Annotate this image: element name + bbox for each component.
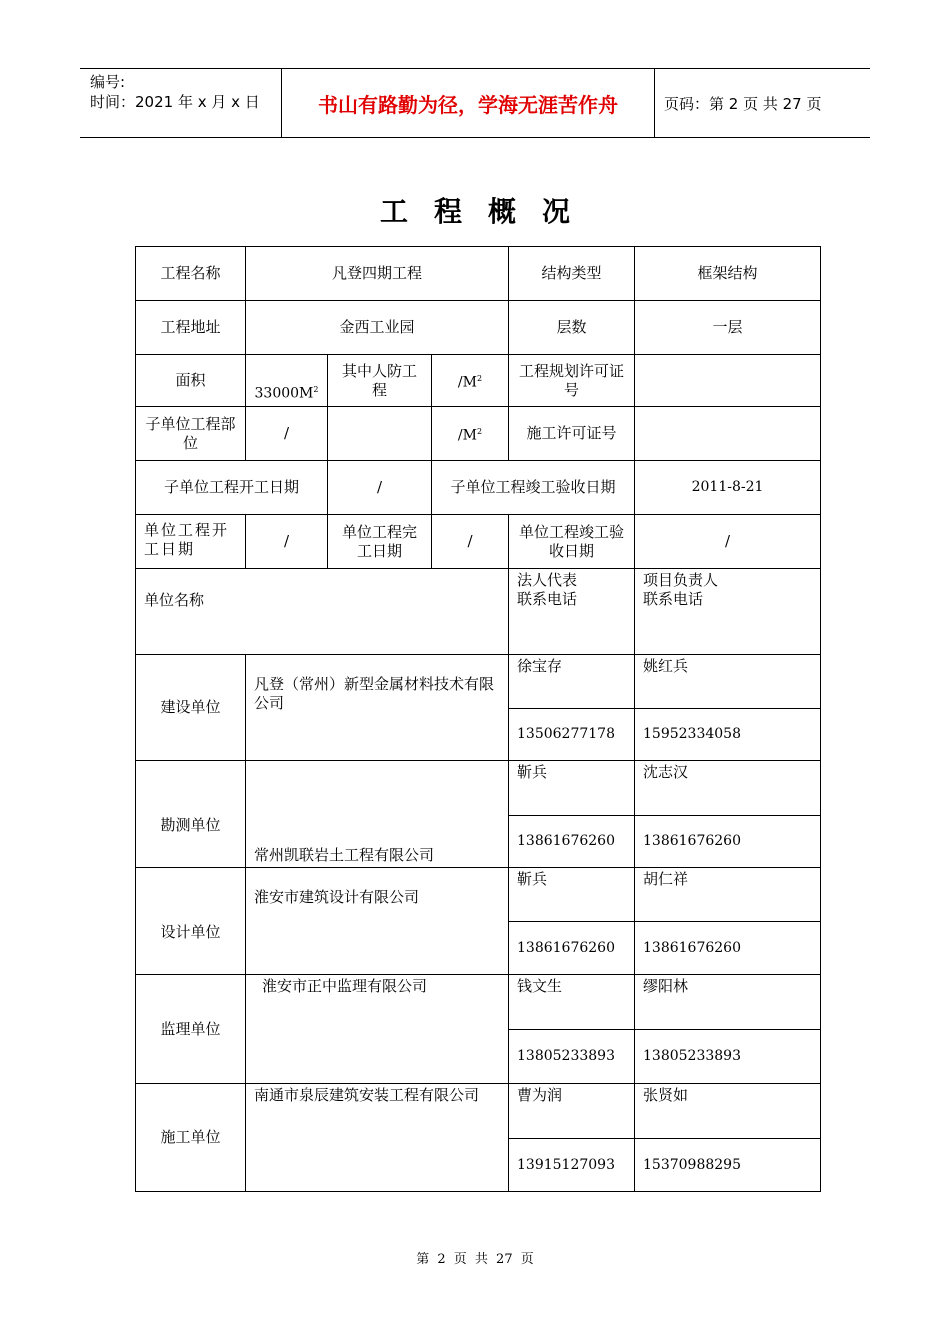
planning-permit-value [635, 355, 821, 407]
units-header-pm [635, 569, 821, 655]
structure-value: 框架结构 [635, 247, 821, 301]
unit-legal-phone: 13861676260 [509, 922, 635, 975]
civil-defense-label: 其中人防工程 [328, 355, 432, 407]
planning-permit-label: 工程规划许可证号 [509, 355, 635, 407]
sub-accept-value: 2011-8-21 [635, 461, 821, 515]
unit-role: 施工单位 [136, 1084, 246, 1192]
unit-pm-phone: 13861676260 [635, 922, 821, 975]
unit-role: 设计单位 [136, 868, 246, 975]
unit-role: 监理单位 [136, 975, 246, 1084]
unit-pm: 缪阳林 [635, 975, 821, 1030]
unit-legal-phone: 13805233893 [509, 1030, 635, 1084]
unit-row [136, 761, 821, 816]
sub-accept-label: 子单位工程竣工验收日期 [432, 461, 635, 515]
sub-unit-part-value: / [246, 407, 328, 461]
header-meta [80, 69, 280, 137]
unit-legal-phone: 13915127093 [509, 1139, 635, 1192]
unit-company: 凡登（常州）新型金属材料技术有限公司 [246, 655, 509, 761]
unit-accept-label: 单位工程竣工验收日期 [509, 515, 635, 569]
document-header [80, 68, 870, 138]
sub-unit-part-label: 子单位工程部位 [136, 407, 246, 461]
unit-role: 勘测单位 [136, 761, 246, 868]
unit-row [136, 975, 821, 1030]
unit-company: 淮安市建筑设计有限公司 [246, 868, 509, 975]
unit-pm-phone: 15952334058 [635, 709, 821, 761]
unit-legal-phone: 13861676260 [509, 816, 635, 868]
unit-legal: 靳兵 [509, 868, 635, 922]
unit-pm: 沈志汉 [635, 761, 821, 816]
unit-role: 建设单位 [136, 655, 246, 761]
area-value: $33000M^2$ [246, 355, 328, 407]
address-label: 工程地址 [136, 301, 246, 355]
unit-pm-phone: 13861676260 [635, 816, 821, 868]
name-label: 工程名称 [136, 247, 246, 301]
pm-phone-label: 联系电话 [643, 590, 704, 608]
unit-start-value: / [246, 515, 328, 569]
civil-defense-unit: $/M^2$ [432, 355, 509, 407]
unit-row [136, 868, 821, 922]
unit-company: 南通市泉辰建筑安装工程有限公司 [246, 1084, 509, 1192]
unit-company: 常州凯联岩土工程有限公司 [246, 761, 509, 868]
time-label: 时间：2021 年 x 月 x 日 [90, 93, 260, 111]
unit-complete-value: / [432, 515, 509, 569]
header-motto: 书山有路勤为径，学海无涯苦作舟 [318, 93, 618, 117]
sub-start-label: 子单位工程开工日期 [136, 461, 328, 515]
unit-start-label: 单位工程开工日期 [136, 515, 246, 569]
unit-pm: 张贤如 [635, 1084, 821, 1139]
legal-phone-label: 联系电话 [517, 590, 578, 608]
unit-legal: 靳兵 [509, 761, 635, 816]
unit-legal-phone: 13506277178 [509, 709, 635, 761]
sub-unit-part-unit: $/M^2$ [432, 407, 509, 461]
legal-rep-label: 法人代表 [517, 571, 578, 589]
unit-row [136, 1084, 821, 1139]
structure-label: 结构类型 [509, 247, 635, 301]
unit-legal: 曹为润 [509, 1084, 635, 1139]
page-footer: 第 2 页 共 27 页 [416, 1252, 534, 1267]
unit-company: 淮安市正中监理有限公司 [246, 975, 509, 1084]
unit-legal: 徐宝存 [509, 655, 635, 709]
pm-label: 项目负责人 [643, 571, 719, 589]
page-title: 工程概况 [379, 195, 596, 228]
sub-start-value: / [328, 461, 432, 515]
unit-pm-phone: 15370988295 [635, 1139, 821, 1192]
unit-complete-label: 单位工程完工日期 [328, 515, 432, 569]
unit-legal: 钱文生 [509, 975, 635, 1030]
unit-pm: 胡仁祥 [635, 868, 821, 922]
floors-label: 层数 [509, 301, 635, 355]
unit-pm-phone: 13805233893 [635, 1030, 821, 1084]
area-label: 面积 [136, 355, 246, 407]
unit-pm: 姚红兵 [635, 655, 821, 709]
header-divider [654, 69, 655, 137]
construction-permit-label: 施工许可证号 [509, 407, 635, 461]
unit-row [136, 655, 821, 709]
project-overview-table [135, 246, 821, 1192]
address-value: 金西工业园 [246, 301, 509, 355]
units-header-name: 单位名称 [136, 569, 509, 655]
name-value: 凡登四期工程 [246, 247, 509, 301]
sub-unit-part-area [328, 407, 432, 461]
construction-permit-value [635, 407, 821, 461]
floors-value: 一层 [635, 301, 821, 355]
units-header-legal [509, 569, 635, 655]
unit-accept-value: / [635, 515, 821, 569]
header-page-label: 页码：第 2 页 共 27 页 [664, 95, 822, 113]
number-label: 编号: [90, 73, 126, 91]
